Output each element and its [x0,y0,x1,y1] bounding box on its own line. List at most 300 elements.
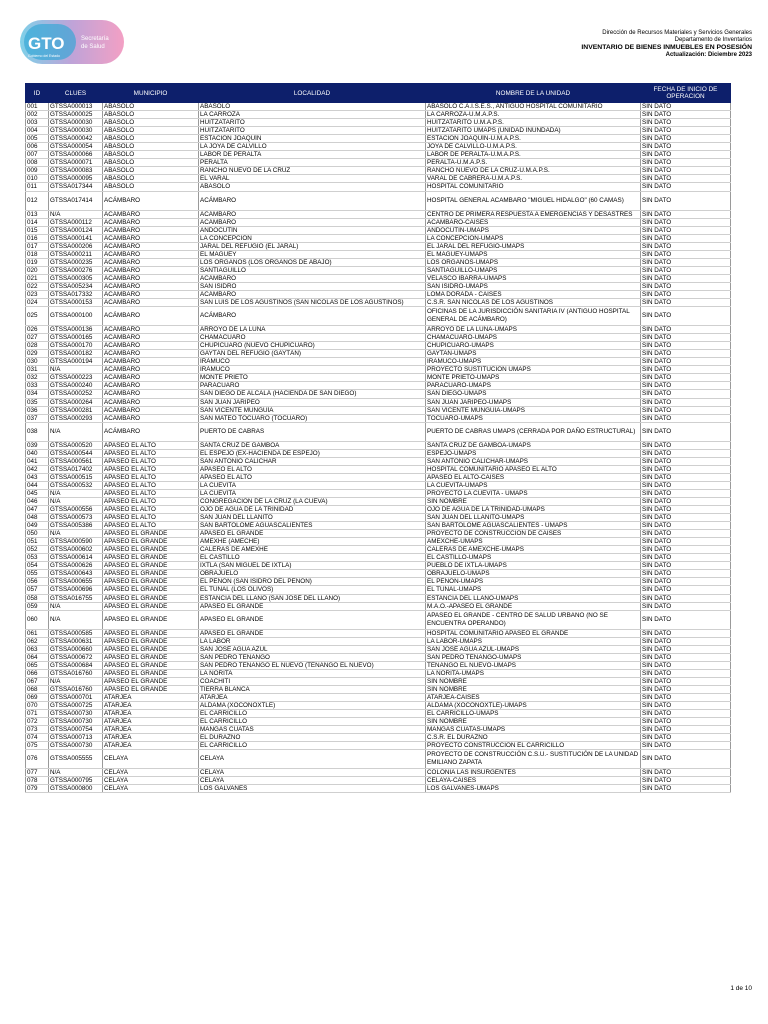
cell-fecha-inicio: SIN DATO [641,629,731,637]
table-row [26,290,731,298]
cell-nombre-unidad: VARAL DE CABRERA-U.M.A.P.S. [426,175,641,183]
table-row [26,103,731,111]
cell-fecha-inicio: SIN DATO [641,653,731,661]
cell-fecha-inicio: SIN DATO [641,382,731,390]
cell-clues: GTSSA000206 [49,242,103,250]
cell-nombre-unidad: EL MAGUEY-UMAPS [426,250,641,258]
cell-clues: GTSSA016760 [49,669,103,677]
cell-clues: GTSSA000795 [49,777,103,785]
cell-id: 020 [26,266,49,274]
cell-fecha-inicio: SIN DATO [641,366,731,374]
cell-municipio: ACÁMBARO [103,266,199,274]
cell-municipio: ACÁMBARO [103,414,199,422]
cell-municipio: APASEO EL GRANDE [103,610,199,629]
cell-municipio: APASEO EL ALTO [103,473,199,481]
cell-fecha-inicio: SIN DATO [641,449,731,457]
cell-nombre-unidad: PUEBLO DE IXTLA-UMAPS [426,562,641,570]
cell-municipio: ABASOLO [103,175,199,183]
table-row [26,602,731,610]
cell-localidad: JARAL DEL REFUGIO (EL JARAL) [199,242,426,250]
cell-nombre-unidad: TOCUARO-UMAPS [426,414,641,422]
cell-nombre-unidad: HUITZATARITO U.M.A.P.S. [426,119,641,127]
cell-municipio: ABASOLO [103,167,199,175]
cell-fecha-inicio: SIN DATO [641,398,731,406]
cell-clues: GTSSA000100 [49,307,103,326]
cell-clues: GTSSA000730 [49,718,103,726]
cell-id: 036 [26,406,49,414]
cell-localidad: GAYTÁN DEL REFUGIO (GAYTÁN) [199,350,426,358]
cell-localidad: SAN JOSÉ AGUA AZUL [199,645,426,653]
cell-localidad: EL CARRICILLO [199,718,426,726]
cell-nombre-unidad: ARROYO DE LA LUNA-UMAPS [426,326,641,334]
cell-id: 003 [26,119,49,127]
cell-nombre-unidad: ESTANCIA DEL LLANO-UMAPS [426,594,641,602]
cell-nombre-unidad: SAN BARTOLOMÉ AGUASCALIENTES - UMAPS [426,522,641,530]
cell-municipio: ACÁMBARO [103,191,199,210]
cell-localidad: ARROYO DE LA LUNA [199,326,426,334]
cell-clues: GTSSA017344 [49,183,103,191]
cell-nombre-unidad: VELASCO IBARRA-UMAPS [426,274,641,282]
cell-municipio: ACÁMBARO [103,422,199,441]
cell-clues: GTSSA000170 [49,342,103,350]
cell-municipio: ATARJEA [103,702,199,710]
cell-clues: GTSSA000655 [49,578,103,586]
cell-fecha-inicio: SIN DATO [641,143,731,151]
table-row [26,414,731,422]
cell-id: 067 [26,677,49,685]
cell-nombre-unidad: AMEXCHE-UMAPS [426,538,641,546]
cell-nombre-unidad: LA CUEVITA-UMAPS [426,481,641,489]
cell-id: 040 [26,449,49,457]
col-id: ID [26,84,49,103]
cell-nombre-unidad: LOS GALVANES-UMAPS [426,785,641,793]
cell-fecha-inicio: SIN DATO [641,350,731,358]
cell-clues: GTSSA000305 [49,274,103,282]
cell-clues: GTSSA005555 [49,750,103,769]
table-row [26,530,731,538]
cell-clues: GTSSA000713 [49,734,103,742]
cell-clues: N/A [49,366,103,374]
cell-clues: GTSSA016755 [49,594,103,602]
cell-clues: N/A [49,210,103,218]
cell-id: 048 [26,514,49,522]
cell-fecha-inicio: SIN DATO [641,441,731,449]
cell-id: 008 [26,159,49,167]
cell-fecha-inicio: SIN DATO [641,594,731,602]
table-row [26,398,731,406]
cell-fecha-inicio: SIN DATO [641,785,731,793]
cell-municipio: APASEO EL ALTO [103,497,199,505]
gto-logo [20,20,124,64]
cell-localidad: SAN LUIS DE LOS AGUSTINOS (SAN NICOLAS DE LOS AGUSTINOS) [199,299,426,307]
cell-fecha-inicio: SIN DATO [641,570,731,578]
cell-nombre-unidad: CENTRO DE PRIMERA RESPUESTA A EMERGENCIAS Y DESASTRES [426,210,641,218]
cell-id: 051 [26,538,49,546]
cell-clues: GTSSA000556 [49,506,103,514]
table-row [26,489,731,497]
cell-id: 078 [26,777,49,785]
cell-municipio: ACÁMBARO [103,299,199,307]
cell-id: 046 [26,497,49,505]
cell-municipio: ACÁMBARO [103,334,199,342]
cell-id: 060 [26,610,49,629]
cell-fecha-inicio: SIN DATO [641,465,731,473]
cell-fecha-inicio: SIN DATO [641,610,731,629]
cell-municipio: ABASOLO [103,111,199,119]
table-row [26,694,731,702]
cell-municipio: ACÁMBARO [103,218,199,226]
cell-id: 050 [26,530,49,538]
cell-localidad: LOS GALVANES [199,785,426,793]
cell-fecha-inicio: SIN DATO [641,390,731,398]
cell-localidad: APASEO EL GRANDE [199,602,426,610]
cell-clues: GTSSA000730 [49,742,103,750]
table-row [26,554,731,562]
cell-clues: N/A [49,489,103,497]
cell-municipio: APASEO EL ALTO [103,481,199,489]
cell-id: 059 [26,602,49,610]
cell-localidad: OJO DE AGUA DE LA TRINIDAD [199,506,426,514]
table-header-row [26,84,731,103]
cell-clues: GTSSA000532 [49,481,103,489]
cell-municipio: APASEO EL ALTO [103,514,199,522]
cell-municipio: APASEO EL GRANDE [103,645,199,653]
cell-id: 041 [26,457,49,465]
cell-id: 045 [26,489,49,497]
cell-id: 072 [26,718,49,726]
table-row [26,610,731,629]
cell-localidad: EL VARAL [199,175,426,183]
cell-clues: GTSSA000725 [49,702,103,710]
cell-localidad: APASEO EL ALTO [199,473,426,481]
cell-id: 005 [26,135,49,143]
cell-id: 027 [26,334,49,342]
cell-municipio: ACÁMBARO [103,282,199,290]
table-row [26,342,731,350]
cell-id: 038 [26,422,49,441]
cell-fecha-inicio: SIN DATO [641,702,731,710]
cell-localidad: APASEO EL GRANDE [199,629,426,637]
cell-localidad: EL TUNAL (LOS OLIVOS) [199,586,426,594]
cell-nombre-unidad: SIN NOMBRE [426,685,641,693]
col-fecha-inicio: FECHA DE INICIO DE OPERACION [641,84,731,103]
cell-nombre-unidad: C.S.R. SAN NICOLAS DE LOS AGUSTINOS [426,299,641,307]
cell-localidad: ACÁMBARO [199,307,426,326]
cell-fecha-inicio: SIN DATO [641,750,731,769]
table-row [26,326,731,334]
col-municipio: MUNICIPIO [103,84,199,103]
cell-clues: GTSSA000520 [49,441,103,449]
cell-id: 037 [26,414,49,422]
cell-nombre-unidad: JOYA DE CALVILLO-U.M.A.P.S. [426,143,641,151]
table-row [26,785,731,793]
cell-municipio: ACÁMBARO [103,326,199,334]
cell-fecha-inicio: SIN DATO [641,602,731,610]
cell-clues: GTSSA000701 [49,694,103,702]
cell-localidad: EL ESPEJO (EX-HACIENDA DE ESPEJO) [199,449,426,457]
cell-fecha-inicio: SIN DATO [641,342,731,350]
cell-clues: GTSSA000194 [49,358,103,366]
cell-clues: GTSSA000182 [49,350,103,358]
cell-fecha-inicio: SIN DATO [641,258,731,266]
cell-localidad: SAN BARTOLOMÉ AGUASCALIENTES [199,522,426,530]
cell-municipio: ABASOLO [103,183,199,191]
table-row [26,111,731,119]
cell-nombre-unidad: OJO DE AGUA DE LA TRINIDAD-UMAPS [426,506,641,514]
cell-id: 032 [26,374,49,382]
cell-nombre-unidad: ALDAMA (XOCONOXTLE)-UMAPS [426,702,641,710]
cell-municipio: ACÁMBARO [103,258,199,266]
cell-clues: GTSSA000025 [49,111,103,119]
table-row [26,210,731,218]
cell-municipio: CELAYA [103,750,199,769]
cell-id: 047 [26,506,49,514]
cell-municipio: APASEO EL GRANDE [103,538,199,546]
cell-nombre-unidad: APASEO EL GRANDE - CENTRO DE SALUD URBANO (NO SE ENCUENTRA OPERANDO) [426,610,641,629]
cell-localidad: SANTIAGUILLO [199,266,426,274]
cell-municipio: ACÁMBARO [103,390,199,398]
table-row [26,562,731,570]
cell-municipio: APASEO EL GRANDE [103,554,199,562]
cell-nombre-unidad: APASEO EL ALTO-CAISES [426,473,641,481]
cell-clues: GTSSA000054 [49,143,103,151]
cell-fecha-inicio: SIN DATO [641,191,731,210]
cell-id: 001 [26,103,49,111]
cell-id: 011 [26,183,49,191]
cell-localidad: APASEO EL GRANDE [199,530,426,538]
cell-clues: GTSSA000672 [49,653,103,661]
table-row [26,661,731,669]
cell-nombre-unidad: SANTA CRUZ DE GAMBOA-UMAPS [426,441,641,449]
cell-municipio: APASEO EL GRANDE [103,530,199,538]
cell-fecha-inicio: SIN DATO [641,718,731,726]
cell-municipio: APASEO EL GRANDE [103,685,199,693]
cell-id: 079 [26,785,49,793]
cell-municipio: APASEO EL ALTO [103,506,199,514]
cell-clues: GTSSA000800 [49,785,103,793]
cell-clues: GTSSA000515 [49,473,103,481]
table-row [26,334,731,342]
cell-municipio: ABASOLO [103,127,199,135]
cell-clues: GTSSA000590 [49,538,103,546]
cell-localidad: EL DURAZNO [199,734,426,742]
table-row [26,167,731,175]
cell-nombre-unidad: COLONIA LAS INSURGENTES [426,769,641,777]
cell-fecha-inicio: SIN DATO [641,167,731,175]
cell-fecha-inicio: SIN DATO [641,586,731,594]
table-row [26,422,731,441]
cell-fecha-inicio: SIN DATO [641,645,731,653]
cell-municipio: ABASOLO [103,143,199,151]
cell-localidad: SAN PEDRO TENANGO [199,653,426,661]
cell-municipio: APASEO EL GRANDE [103,602,199,610]
table-row [26,382,731,390]
cell-nombre-unidad: LA LABOR-UMAPS [426,637,641,645]
cell-municipio: ACÁMBARO [103,342,199,350]
cell-fecha-inicio: SIN DATO [641,334,731,342]
cell-municipio: ABASOLO [103,135,199,143]
cell-clues: N/A [49,677,103,685]
header-line-2: Departamento de Inventarios [674,37,752,43]
cell-localidad: SAN JUAN JARIPEO [199,398,426,406]
document-header [581,30,752,59]
cell-localidad: ATARJEA [199,694,426,702]
cell-id: 010 [26,175,49,183]
cell-nombre-unidad: SIN NOMBRE [426,677,641,685]
cell-nombre-unidad: HUITZATARITO UMAPS (UNIDAD INUNDADA) [426,127,641,135]
cell-municipio: APASEO EL GRANDE [103,637,199,645]
cell-municipio: ACÁMBARO [103,226,199,234]
table-row [26,710,731,718]
cell-fecha-inicio: SIN DATO [641,135,731,143]
cell-clues: GTSSA000030 [49,127,103,135]
cell-clues: GTSSA000730 [49,710,103,718]
cell-nombre-unidad: OFICINAS DE LA JURISDICCIÓN SANITARIA IV (ANTIGUO HOSPITAL GENERAL DE ACÁMBARO) [426,307,641,326]
cell-localidad: OBRAJUELO [199,570,426,578]
cell-fecha-inicio: SIN DATO [641,422,731,441]
cell-localidad: APASEO EL GRANDE [199,610,426,629]
cell-municipio: APASEO EL GRANDE [103,594,199,602]
cell-municipio: APASEO EL GRANDE [103,586,199,594]
cell-fecha-inicio: SIN DATO [641,734,731,742]
table-row [26,718,731,726]
cell-localidad: ESTANCIA DEL LLANO (SAN JOSÉ DEL LLANO) [199,594,426,602]
cell-fecha-inicio: SIN DATO [641,769,731,777]
cell-fecha-inicio: SIN DATO [641,546,731,554]
logo-sub: Gobierno del Estado [28,54,60,58]
table-row [26,299,731,307]
cell-localidad: SAN PEDRO TENANGO EL NUEVO (TENANGO EL NUEVO) [199,661,426,669]
cell-localidad: AMEXHE (AMECHE) [199,538,426,546]
cell-municipio: ATARJEA [103,726,199,734]
logo-right-2: de Salud [81,44,105,50]
cell-municipio: ATARJEA [103,742,199,750]
cell-fecha-inicio: SIN DATO [641,111,731,119]
cell-nombre-unidad: PROYECTO SUSTITUCIÓN UMAPS [426,366,641,374]
cell-municipio: ACÁMBARO [103,382,199,390]
table-row [26,594,731,602]
cell-clues: GTSSA000264 [49,398,103,406]
cell-clues: GTSSA000631 [49,637,103,645]
cell-nombre-unidad: C.S.R. EL DURAZNO [426,734,641,742]
cell-id: 071 [26,710,49,718]
cell-id: 029 [26,350,49,358]
cell-fecha-inicio: SIN DATO [641,554,731,562]
cell-clues: GTSSA000030 [49,119,103,127]
cell-nombre-unidad: LA NORITA-UMAPS [426,669,641,677]
cell-nombre-unidad: SAN DIEGO-UMAPS [426,390,641,398]
cell-nombre-unidad: EL CARRICILLO-UMAPS [426,710,641,718]
table-row [26,127,731,135]
cell-localidad: MONTE PRIETO [199,374,426,382]
cell-id: 018 [26,250,49,258]
table-row [26,497,731,505]
col-clues: CLUES [49,84,103,103]
cell-fecha-inicio: SIN DATO [641,290,731,298]
table-row [26,282,731,290]
logo-right-1: Secretaría [81,36,109,42]
table-row [26,119,731,127]
cell-clues: GTSSA016760 [49,685,103,693]
cell-nombre-unidad: MONTE PRIETO-UMAPS [426,374,641,382]
cell-localidad: ACÁMBARO [199,218,426,226]
cell-municipio: APASEO EL ALTO [103,465,199,473]
cell-fecha-inicio: SIN DATO [641,489,731,497]
cell-municipio: APASEO EL ALTO [103,449,199,457]
cell-municipio: APASEO EL GRANDE [103,546,199,554]
cell-municipio: APASEO EL GRANDE [103,562,199,570]
cell-clues: GTSSA000112 [49,218,103,226]
table-row [26,629,731,637]
cell-fecha-inicio: SIN DATO [641,183,731,191]
cell-fecha-inicio: SIN DATO [641,218,731,226]
table-row [26,191,731,210]
cell-fecha-inicio: SIN DATO [641,234,731,242]
cell-localidad: LA CARROZA [199,111,426,119]
cell-fecha-inicio: SIN DATO [641,685,731,693]
cell-localidad: ABASOLO [199,103,426,111]
cell-id: 053 [26,554,49,562]
table-row [26,274,731,282]
cell-nombre-unidad: HOSPITAL COMUNITARIO APASEO EL ALTO [426,465,641,473]
cell-nombre-unidad: SAN JUAN JARIPEO-UMAPS [426,398,641,406]
cell-nombre-unidad: EL TUNAL-UMAPS [426,586,641,594]
cell-id: 065 [26,661,49,669]
cell-fecha-inicio: SIN DATO [641,777,731,785]
cell-nombre-unidad: PERALTA-U.M.A.P.S. [426,159,641,167]
cell-localidad: LA CUEVITA [199,489,426,497]
cell-id: 019 [26,258,49,266]
cell-id: 015 [26,226,49,234]
cell-id: 052 [26,546,49,554]
cell-nombre-unidad: M.A.O.-APASEO EL GRANDE [426,602,641,610]
cell-nombre-unidad: ABASOLO C.A.I.S.E.S., ANTIGUO HOSPITAL COMUNITARIO [426,103,641,111]
cell-clues: GTSSA000602 [49,546,103,554]
cell-id: 057 [26,586,49,594]
cell-municipio: ATARJEA [103,718,199,726]
cell-municipio: ACÁMBARO [103,366,199,374]
table-row [26,578,731,586]
cell-id: 066 [26,669,49,677]
table-row [26,570,731,578]
cell-localidad: HUITZATARITO [199,127,426,135]
cell-nombre-unidad: CHUPICUARO-UMAPS [426,342,641,350]
cell-fecha-inicio: SIN DATO [641,669,731,677]
table-row [26,406,731,414]
cell-id: 033 [26,382,49,390]
cell-municipio: ATARJEA [103,694,199,702]
cell-nombre-unidad: ACAMBARO-CAISES [426,218,641,226]
cell-id: 039 [26,441,49,449]
cell-id: 017 [26,242,49,250]
table-row [26,366,731,374]
cell-fecha-inicio: SIN DATO [641,358,731,366]
cell-clues: GTSSA000696 [49,586,103,594]
cell-fecha-inicio: SIN DATO [641,307,731,326]
table-row [26,769,731,777]
cell-nombre-unidad: SAN JUAN DEL LLANITO-UMAPS [426,514,641,522]
cell-id: 064 [26,653,49,661]
cell-localidad: ESTACIÓN JOAQUÍN [199,135,426,143]
cell-clues: GTSSA000573 [49,514,103,522]
cell-nombre-unidad: LABOR DE PERALTA-U.M.A.P.S. [426,151,641,159]
cell-id: 056 [26,578,49,586]
cell-localidad: APASEO EL ALTO [199,465,426,473]
cell-localidad: SAN ISIDRO [199,282,426,290]
cell-clues: GTSSA000141 [49,234,103,242]
cell-nombre-unidad: SIN NOMBRE [426,718,641,726]
cell-fecha-inicio: SIN DATO [641,694,731,702]
